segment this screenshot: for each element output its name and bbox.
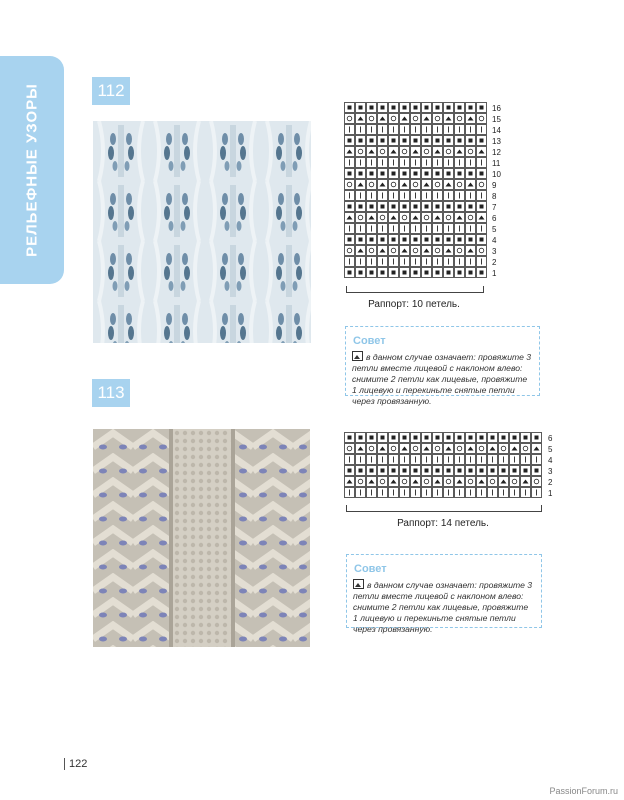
row-number: 2 <box>492 258 497 267</box>
row-number: 4 <box>548 456 553 465</box>
tip-text <box>353 579 535 635</box>
purl-symbol <box>480 205 484 209</box>
chart-cell <box>356 213 366 223</box>
pattern-113-rapport-bracket <box>346 505 542 512</box>
purl-symbol <box>491 469 495 473</box>
chart-cell <box>400 213 410 223</box>
purl-symbol <box>436 139 440 143</box>
purl-symbol <box>447 205 451 209</box>
purl-symbol <box>480 139 484 143</box>
row-number: 16 <box>492 104 501 113</box>
purl-symbol <box>535 436 539 440</box>
purl-symbol <box>425 271 429 275</box>
chart-cell <box>411 246 421 256</box>
chart-cell <box>477 444 487 454</box>
purl-symbol <box>458 205 462 209</box>
purl-symbol <box>469 469 473 473</box>
chart-cell <box>477 114 487 124</box>
chart-cell <box>400 147 410 157</box>
chart-cell <box>433 114 443 124</box>
row-number: 10 <box>492 170 501 179</box>
chart-cell <box>466 477 476 487</box>
chart-cell <box>389 246 399 256</box>
row-number: 12 <box>492 148 501 157</box>
purl-symbol <box>381 469 385 473</box>
purl-symbol <box>425 172 429 176</box>
row-number: 6 <box>492 214 497 223</box>
chart-cell <box>521 444 531 454</box>
purl-symbol <box>447 106 451 110</box>
chart-cell <box>345 180 355 190</box>
purl-symbol <box>414 172 418 176</box>
purl-symbol <box>392 106 396 110</box>
purl-symbol <box>359 436 363 440</box>
chart-cell <box>367 114 377 124</box>
row-number: 2 <box>548 478 553 487</box>
chart-cell <box>444 213 454 223</box>
purl-symbol <box>458 139 462 143</box>
purl-symbol <box>469 436 473 440</box>
purl-symbol <box>469 271 473 275</box>
pattern-113-photo <box>93 429 310 647</box>
purl-symbol <box>436 238 440 242</box>
purl-symbol <box>370 469 374 473</box>
purl-symbol <box>392 436 396 440</box>
chart-cell <box>466 213 476 223</box>
purl-symbol <box>359 205 363 209</box>
row-number: 1 <box>548 489 553 498</box>
chart-cell <box>488 477 498 487</box>
chart-cell <box>345 444 355 454</box>
chart-cell <box>411 180 421 190</box>
purl-symbol <box>502 436 506 440</box>
chart-cell <box>422 213 432 223</box>
purl-symbol <box>403 238 407 242</box>
purl-symbol <box>403 469 407 473</box>
purl-symbol <box>392 469 396 473</box>
purl-symbol <box>348 469 352 473</box>
purl-symbol <box>447 238 451 242</box>
purl-symbol <box>381 238 385 242</box>
purl-symbol <box>359 106 363 110</box>
pattern-number-112: 112 <box>92 77 130 105</box>
chart-cell <box>499 444 509 454</box>
purl-symbol <box>348 238 352 242</box>
purl-symbol <box>392 172 396 176</box>
purl-symbol <box>403 271 407 275</box>
row-number: 9 <box>492 181 497 190</box>
pattern-112-rapport: Раппорт: 10 петель. <box>368 299 460 310</box>
purl-symbol <box>403 139 407 143</box>
row-number: 14 <box>492 126 501 135</box>
purl-symbol <box>436 106 440 110</box>
row-number: 4 <box>492 236 497 245</box>
row-number: 15 <box>492 115 501 124</box>
row-number: 1 <box>492 269 497 278</box>
purl-symbol <box>447 172 451 176</box>
purl-symbol <box>447 436 451 440</box>
purl-symbol <box>348 436 352 440</box>
row-number: 7 <box>492 203 497 212</box>
purl-symbol <box>359 172 363 176</box>
tip-title: Совет <box>351 563 390 575</box>
purl-symbol <box>370 172 374 176</box>
chart-cell <box>367 444 377 454</box>
purl-symbol <box>480 436 484 440</box>
purl-symbol <box>370 436 374 440</box>
tip-body: в данном случае означает: провяжите 3 петли вместе лицевой с наклоном влево: снимите 2 петли как лицевые, провяжите 1 лицевую и перекиньте снятые петли через провязанную. <box>353 580 533 634</box>
decrease-symbol-icon <box>352 351 363 361</box>
purl-symbol <box>447 469 451 473</box>
chart-cell <box>389 444 399 454</box>
pattern-113-tip <box>346 554 542 634</box>
purl-symbol <box>392 205 396 209</box>
tip-body: в данном случае означает: провяжите 3 петли вместе лицевой с наклоном влево: снимите 2 петли как лицевые, провяжите 1 лицевую и перекиньте снятые петли через провязанную. <box>352 352 532 406</box>
row-number: 6 <box>548 434 553 443</box>
purl-symbol <box>381 172 385 176</box>
purl-symbol <box>469 205 473 209</box>
decrease-symbol-icon <box>353 579 364 589</box>
purl-symbol <box>414 271 418 275</box>
purl-symbol <box>480 238 484 242</box>
row-number: 3 <box>492 247 497 256</box>
chart-cell <box>444 477 454 487</box>
row-number: 5 <box>548 445 553 454</box>
purl-symbol <box>425 436 429 440</box>
purl-symbol <box>392 238 396 242</box>
chart-cell <box>433 444 443 454</box>
chart-cell <box>477 246 487 256</box>
chart-cell <box>378 477 388 487</box>
purl-symbol <box>469 172 473 176</box>
purl-symbol <box>458 271 462 275</box>
pattern-113-chart <box>344 432 544 503</box>
chart-cell <box>444 147 454 157</box>
purl-symbol <box>381 271 385 275</box>
chart-cell <box>389 180 399 190</box>
purl-symbol <box>348 172 352 176</box>
purl-symbol <box>513 469 517 473</box>
purl-symbol <box>414 238 418 242</box>
purl-symbol <box>370 205 374 209</box>
purl-symbol <box>513 436 517 440</box>
chart-cell <box>422 477 432 487</box>
purl-symbol <box>359 238 363 242</box>
purl-symbol <box>359 271 363 275</box>
purl-symbol <box>381 436 385 440</box>
purl-symbol <box>370 139 374 143</box>
purl-symbol <box>436 469 440 473</box>
row-number: 13 <box>492 137 501 146</box>
purl-symbol <box>425 106 429 110</box>
chart-cell <box>356 147 366 157</box>
purl-symbol <box>535 469 539 473</box>
chart-cell <box>477 180 487 190</box>
purl-symbol <box>414 139 418 143</box>
purl-symbol <box>425 238 429 242</box>
chart-cell <box>455 180 465 190</box>
purl-symbol <box>348 205 352 209</box>
chart-cell <box>400 477 410 487</box>
chart-cell <box>466 147 476 157</box>
pattern-112-row-numbers <box>492 103 501 279</box>
purl-symbol <box>359 139 363 143</box>
purl-symbol <box>381 106 385 110</box>
purl-symbol <box>436 172 440 176</box>
purl-symbol <box>524 436 528 440</box>
chart-cell <box>367 246 377 256</box>
chart-cell <box>422 147 432 157</box>
purl-symbol <box>491 436 495 440</box>
purl-symbol <box>381 139 385 143</box>
purl-symbol <box>425 205 429 209</box>
purl-symbol <box>480 469 484 473</box>
pattern-113-row-numbers <box>548 433 552 499</box>
chart-cell <box>532 477 542 487</box>
chart-cell <box>345 114 355 124</box>
purl-symbol <box>458 238 462 242</box>
row-number: 8 <box>492 192 497 201</box>
purl-symbol <box>436 436 440 440</box>
purl-symbol <box>469 238 473 242</box>
chart-cell <box>345 246 355 256</box>
chart-cell <box>455 246 465 256</box>
row-number: 11 <box>492 159 501 168</box>
purl-symbol <box>403 436 407 440</box>
purl-symbol <box>403 172 407 176</box>
tip-text <box>352 351 533 407</box>
purl-symbol <box>458 106 462 110</box>
page-number: 122 <box>64 758 87 770</box>
purl-symbol <box>414 106 418 110</box>
purl-symbol <box>414 205 418 209</box>
chart-cell <box>389 114 399 124</box>
pattern-112-tip <box>345 326 540 406</box>
purl-symbol <box>480 271 484 275</box>
purl-symbol <box>480 172 484 176</box>
purl-symbol <box>414 436 418 440</box>
purl-symbol <box>370 106 374 110</box>
chart-cell <box>455 114 465 124</box>
chart-cell <box>433 180 443 190</box>
purl-symbol <box>480 106 484 110</box>
purl-symbol <box>370 271 374 275</box>
purl-symbol <box>458 469 462 473</box>
purl-symbol <box>425 469 429 473</box>
purl-symbol <box>447 139 451 143</box>
purl-symbol <box>502 469 506 473</box>
pattern-113-rapport: Раппорт: 14 петель. <box>397 518 489 529</box>
chart-cell <box>378 213 388 223</box>
purl-symbol <box>370 238 374 242</box>
section-title: РЕЛЬЕФНЫЕ УЗОРЫ <box>23 83 41 257</box>
chart-cell <box>367 180 377 190</box>
purl-symbol <box>403 205 407 209</box>
row-number: 3 <box>548 467 553 476</box>
purl-symbol <box>348 271 352 275</box>
chart-cell <box>378 147 388 157</box>
purl-symbol <box>381 205 385 209</box>
row-number: 5 <box>492 225 497 234</box>
pattern-112-photo <box>93 121 311 343</box>
pattern-112-rapport-bracket <box>346 286 484 293</box>
purl-symbol <box>458 436 462 440</box>
purl-symbol <box>348 106 352 110</box>
purl-symbol <box>392 139 396 143</box>
watermark: PassionForum.ru <box>549 786 618 796</box>
purl-symbol <box>414 469 418 473</box>
purl-symbol <box>458 172 462 176</box>
chart-cell <box>433 246 443 256</box>
purl-symbol <box>469 106 473 110</box>
purl-symbol <box>436 271 440 275</box>
tip-title: Совет <box>350 335 389 347</box>
pattern-number-113: 113 <box>92 379 130 407</box>
purl-symbol <box>447 271 451 275</box>
purl-symbol <box>348 139 352 143</box>
purl-symbol <box>392 271 396 275</box>
pattern-112-chart <box>344 102 488 283</box>
purl-symbol <box>524 469 528 473</box>
chart-cell <box>455 444 465 454</box>
purl-symbol <box>403 106 407 110</box>
chart-cell <box>411 444 421 454</box>
chart-cell <box>510 477 520 487</box>
purl-symbol <box>425 139 429 143</box>
purl-symbol <box>359 469 363 473</box>
chart-cell <box>411 114 421 124</box>
chart-cell <box>356 477 366 487</box>
purl-symbol <box>469 139 473 143</box>
purl-symbol <box>436 205 440 209</box>
